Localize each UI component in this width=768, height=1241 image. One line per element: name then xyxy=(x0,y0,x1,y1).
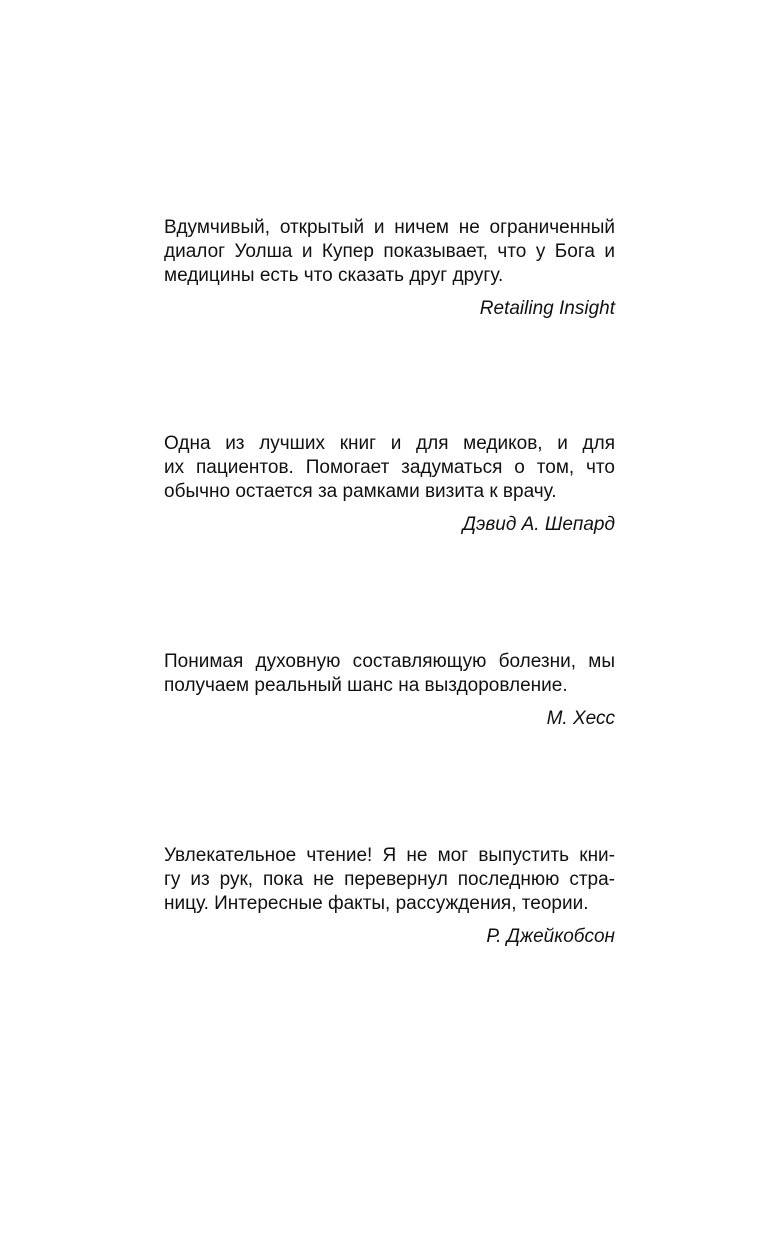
quote-line: медицины есть что сказать друг другу. xyxy=(164,265,504,286)
quote-line: диалог Уолша и Купер показывает, что у Бога и xyxy=(164,241,615,262)
review-quote xyxy=(164,216,615,288)
quote-line: Одна из лучших книг и для медиков, и для xyxy=(164,433,615,454)
review-quote xyxy=(164,650,615,698)
quote-line: их пациентов. Помогает задуматься о том, что xyxy=(164,457,615,478)
quote-line: Понимая духовную составляющую болезни, мы xyxy=(164,651,615,672)
review-author: Р. Джейкобсон xyxy=(486,926,615,947)
quote-line: Вдумчивый, открытый и ничем не ограниченный xyxy=(164,217,615,238)
quote-line: получаем реальный шанс на выздоровление. xyxy=(164,675,568,696)
review-quote xyxy=(164,432,615,504)
review-blurb-1 xyxy=(164,216,615,321)
quote-line: обычно остается за рамками визита к врачу. xyxy=(164,481,557,502)
review-author: Retailing Insight xyxy=(479,298,615,319)
review-quote xyxy=(164,844,615,916)
review-blurb-3 xyxy=(164,650,615,731)
review-blurb-2 xyxy=(164,432,615,537)
review-author: М. Хесс xyxy=(546,708,615,729)
quote-line: гу из рук, пока не перевернул последнюю стра- xyxy=(164,869,615,890)
quote-line: Увлекательное чтение! Я не мог выпустить кни- xyxy=(164,845,615,866)
quote-line: ницу. Интересные факты, рассуждения, теории. xyxy=(164,893,589,914)
review-author: Дэвид А. Шепард xyxy=(462,514,615,535)
review-blurb-4 xyxy=(164,844,615,949)
